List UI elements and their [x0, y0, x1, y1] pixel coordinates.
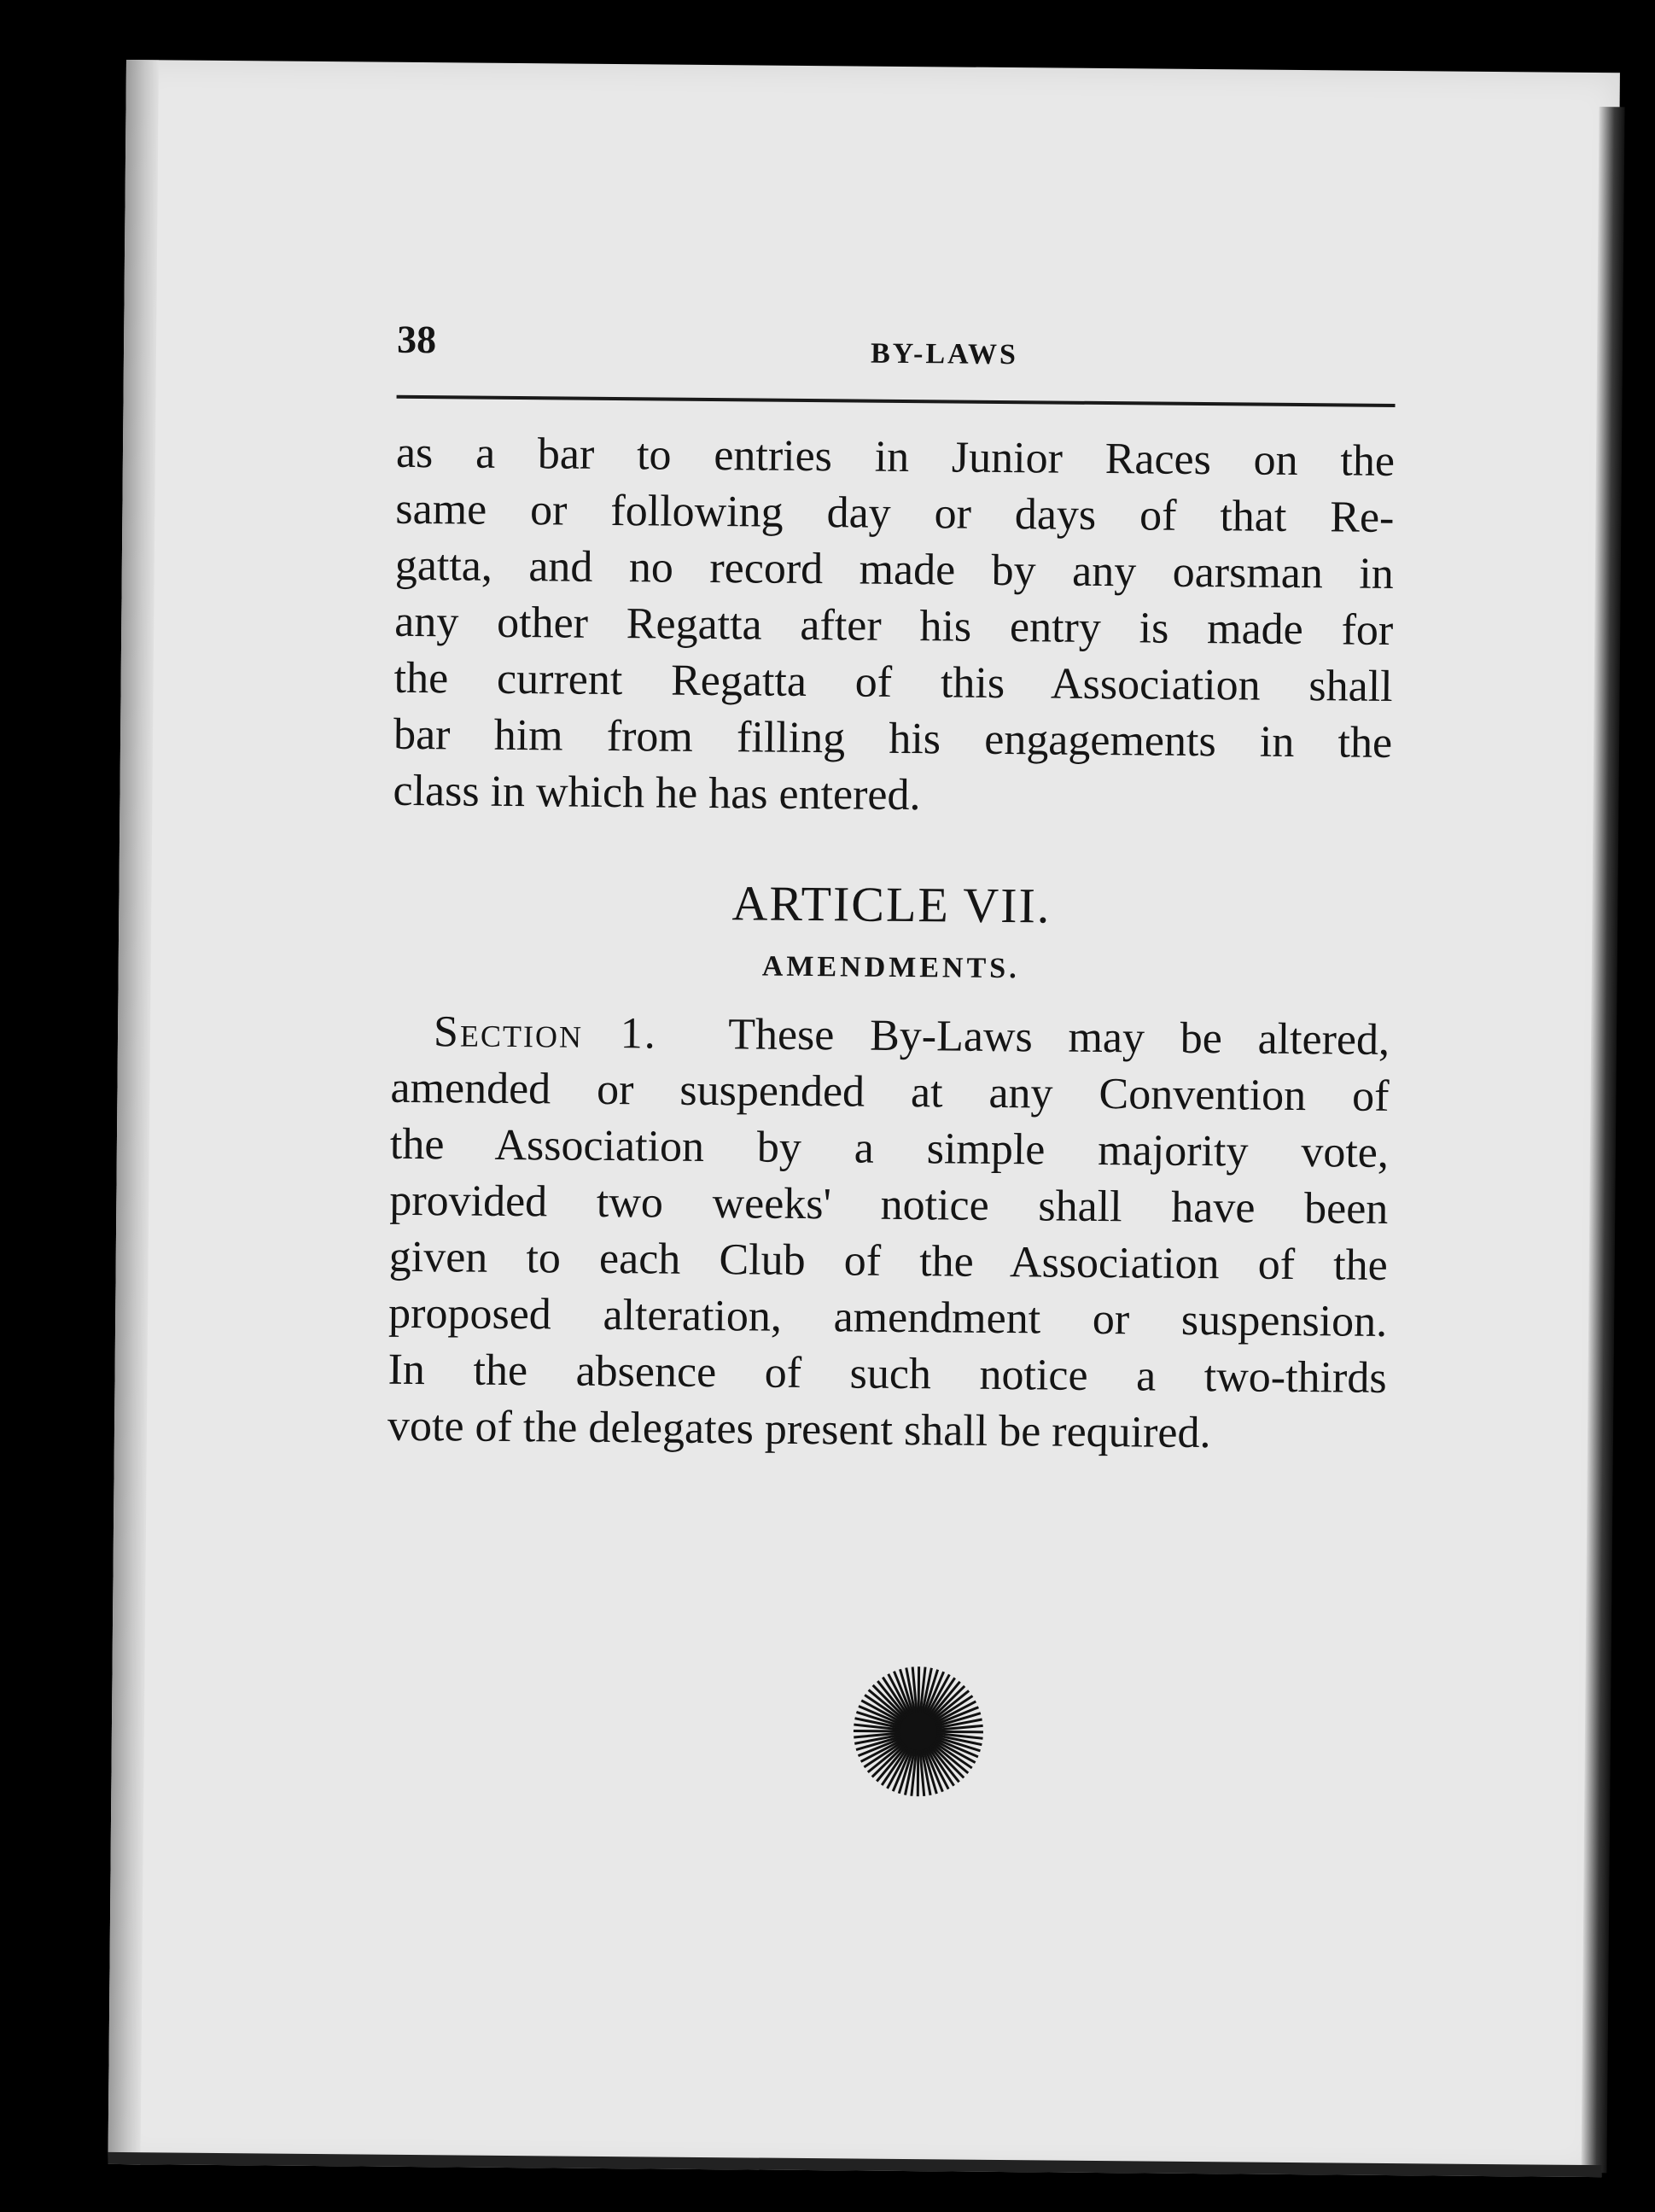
ornament-ray [934, 1731, 983, 1732]
article-subheading: AMENDMENTS. [761, 950, 1020, 985]
text-line: same or following day or days of that Re- [395, 484, 1395, 542]
body-text [388, 425, 1395, 1463]
article-heading: ARTICLE VII. [731, 875, 1052, 934]
text-line: amended or suspended at any Convention of [390, 1063, 1390, 1121]
text-line: given to each Club of the Association of the [388, 1232, 1388, 1290]
page-content [387, 259, 1396, 1458]
text-line: the current Regatta of this Association shall [393, 653, 1393, 711]
text-line: In the absence of such notice a two-thirds [388, 1345, 1387, 1403]
page-spine-edge [108, 60, 159, 2164]
text-line: any other Regatta after his entry is made for [394, 597, 1394, 655]
running-head [396, 259, 1396, 371]
text-line: proposed alteration, amendment or suspension. [388, 1288, 1388, 1346]
running-title: BY-LAWS [870, 337, 1018, 371]
page-right-edge [1581, 107, 1624, 2173]
text-line: gatta, and no record made by any oarsman in [394, 540, 1395, 598]
text-line: class in which he has entered. [393, 766, 921, 820]
header-rule [397, 395, 1396, 407]
sunburst-ornament-icon [849, 1662, 987, 1800]
page-number: 38 [396, 317, 437, 362]
section-first-line [391, 1004, 1390, 1069]
text-line: as a bar to entries in Junior Races on the [395, 428, 1396, 486]
ornament-ray [854, 1731, 903, 1732]
section-first-line-text: These By-Laws may be altered, [727, 1010, 1390, 1065]
page-bottom-edge [108, 2152, 1601, 2177]
continued-paragraph [393, 425, 1395, 828]
text-line: vote of the delegates present shall be required. [387, 1401, 1211, 1458]
ornament-ray [918, 1666, 919, 1716]
book-page [108, 60, 1619, 2177]
text-line: bar him from filling his engagements in the [393, 709, 1393, 767]
section-label: Section 1. [433, 1007, 657, 1059]
text-line: the Association by a simple majority vote, [389, 1119, 1390, 1177]
text-line: provided two weeks' notice shall have been [389, 1176, 1389, 1234]
section-paragraph [388, 1004, 1390, 1463]
